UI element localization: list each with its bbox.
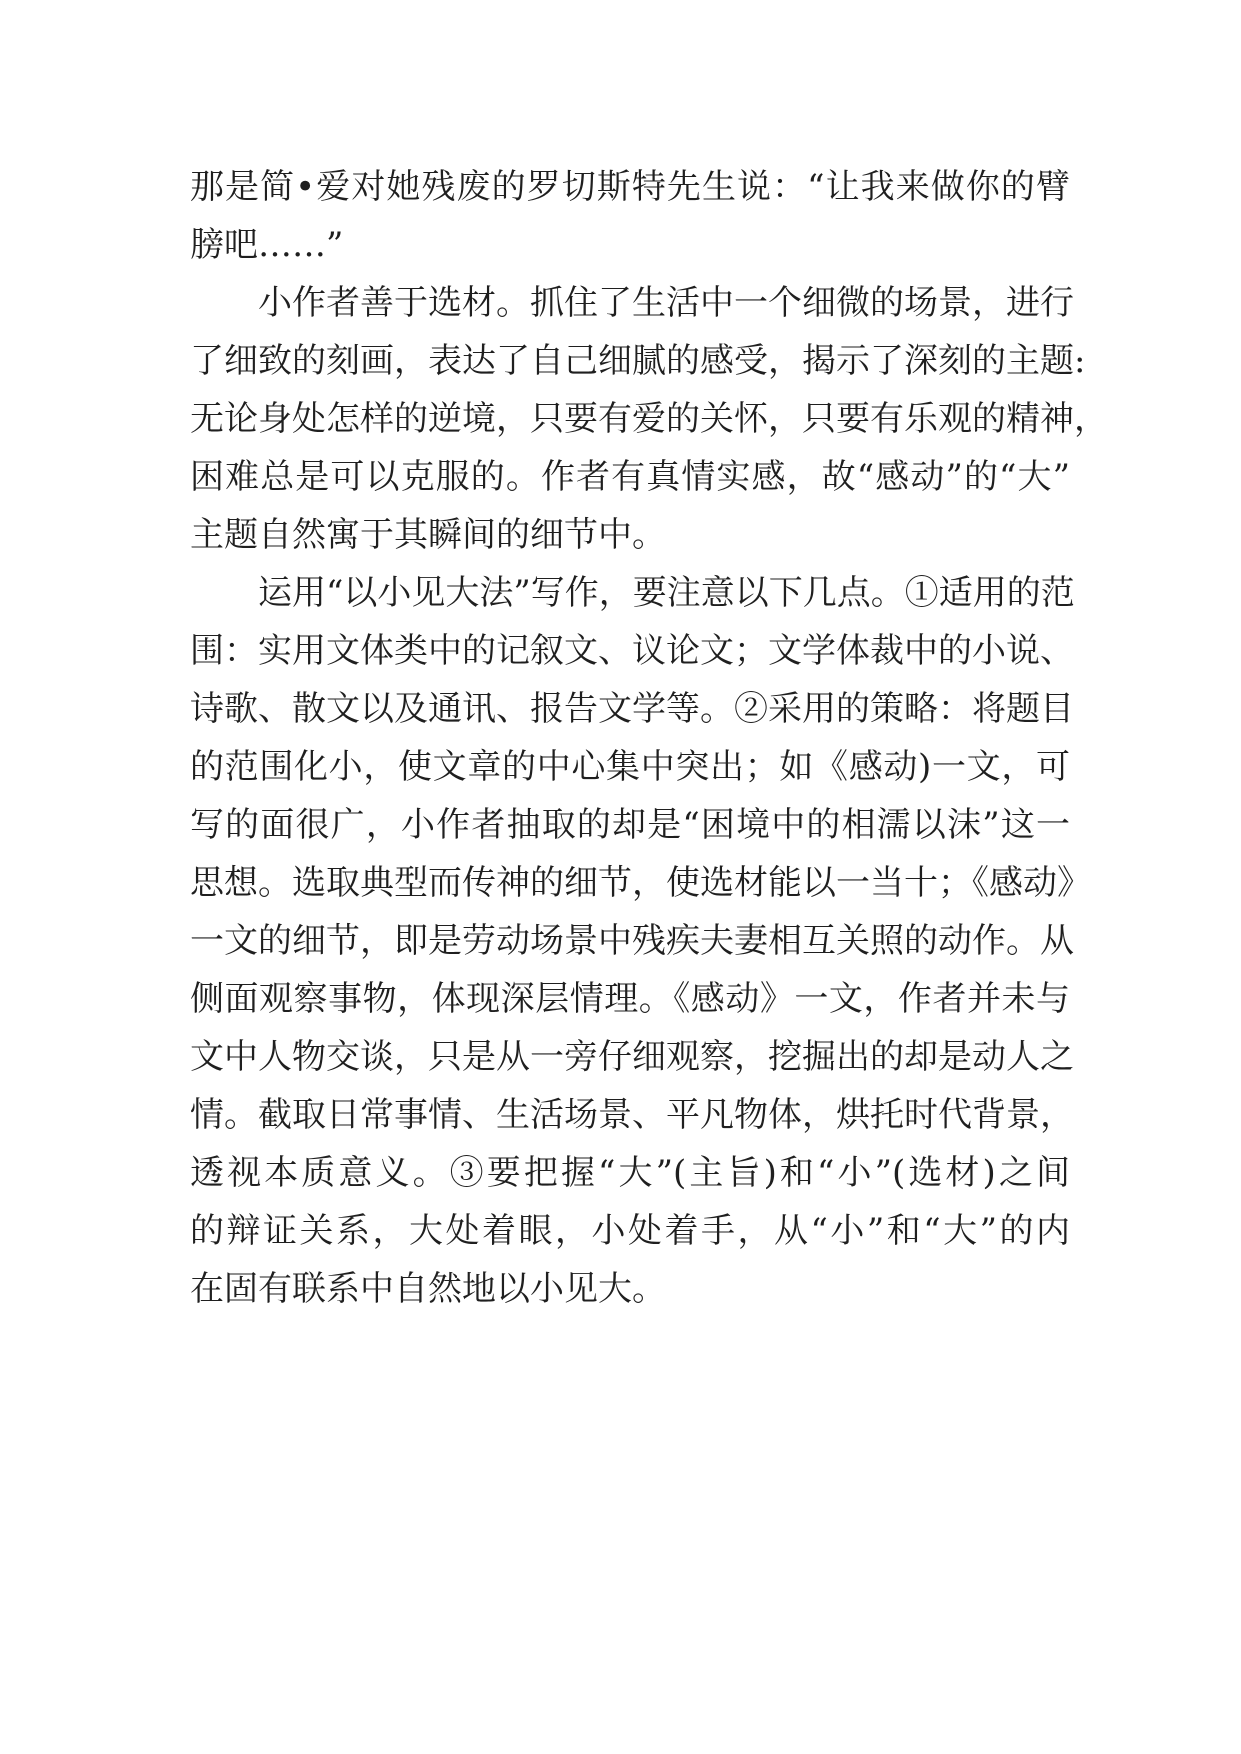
paragraph-2-line-5: 主题自然寓于其瞬间的细节中。 xyxy=(190,515,666,555)
paragraph-3-line-8: 侧面观察事物，体现深层情理。《感动》一文，作者并未与 xyxy=(190,979,1070,1019)
paragraph-3-line-13: 在固有联系中自然地以小见大。 xyxy=(190,1269,666,1309)
paragraph-3-line-5: 写的面很广，小作者抽取的却是“困境中的相濡以沫”这一 xyxy=(190,805,1070,845)
paragraph-2-line-3: 无论身处怎样的逆境，只要有爱的关怀，只要有乐观的精神， xyxy=(190,399,1108,439)
paragraph-3-line-12: 的辩证关系，大处着眼，小处着手，从“小”和“大”的内 xyxy=(190,1211,1070,1251)
paragraph-3-line-9: 文中人物交谈，只是从一旁仔细观察，挖掘出的却是动人之 xyxy=(190,1037,1074,1077)
paragraph-3-line-4: 的范围化小，使文章的中心集中突出；如《感动)一文，可 xyxy=(190,747,1070,787)
paragraph-3-line-10: 情。截取日常事情、生活场景、平凡物体，烘托时代背景， xyxy=(190,1095,1074,1135)
paragraph-1-line-2: 膀吧……” xyxy=(190,225,344,265)
paragraph-3-line-1: 运用“以小见大法”写作，要注意以下几点。①适用的范 xyxy=(258,573,1075,613)
paragraph-3-line-7: 一文的细节，即是劳动场景中残疾夫妻相互关照的动作。从 xyxy=(190,921,1074,961)
paragraph-3-line-2: 围：实用文体类中的记叙文、议论文；文学体裁中的小说、 xyxy=(190,631,1074,671)
paragraph-2-line-2: 了细致的刻画，表达了自己细腻的感受，揭示了深刻的主题: xyxy=(190,341,1086,381)
paragraph-2-line-4: 困难总是可以克服的。作者有真情实感，故“感动”的“大” xyxy=(190,457,1070,497)
document-body xyxy=(190,158,1108,1318)
paragraph-1-line-1: 那是简•爱对她残废的罗切斯特先生说：“让我来做你的臂 xyxy=(190,167,1070,207)
paragraph-3-line-6: 思想。选取典型而传神的细节，使选材能以一当十；《感动》 xyxy=(190,863,1091,903)
paragraph-3-line-3: 诗歌、散文以及通讯、报告文学等。②采用的策略：将题目 xyxy=(190,689,1074,729)
paragraph-3-line-11: 透视本质意义。③要把握“大”(主旨)和“小”(选材)之间 xyxy=(190,1153,1070,1193)
paragraph-2-line-1: 小作者善于选材。抓住了生活中一个细微的场景，进行 xyxy=(258,283,1074,323)
